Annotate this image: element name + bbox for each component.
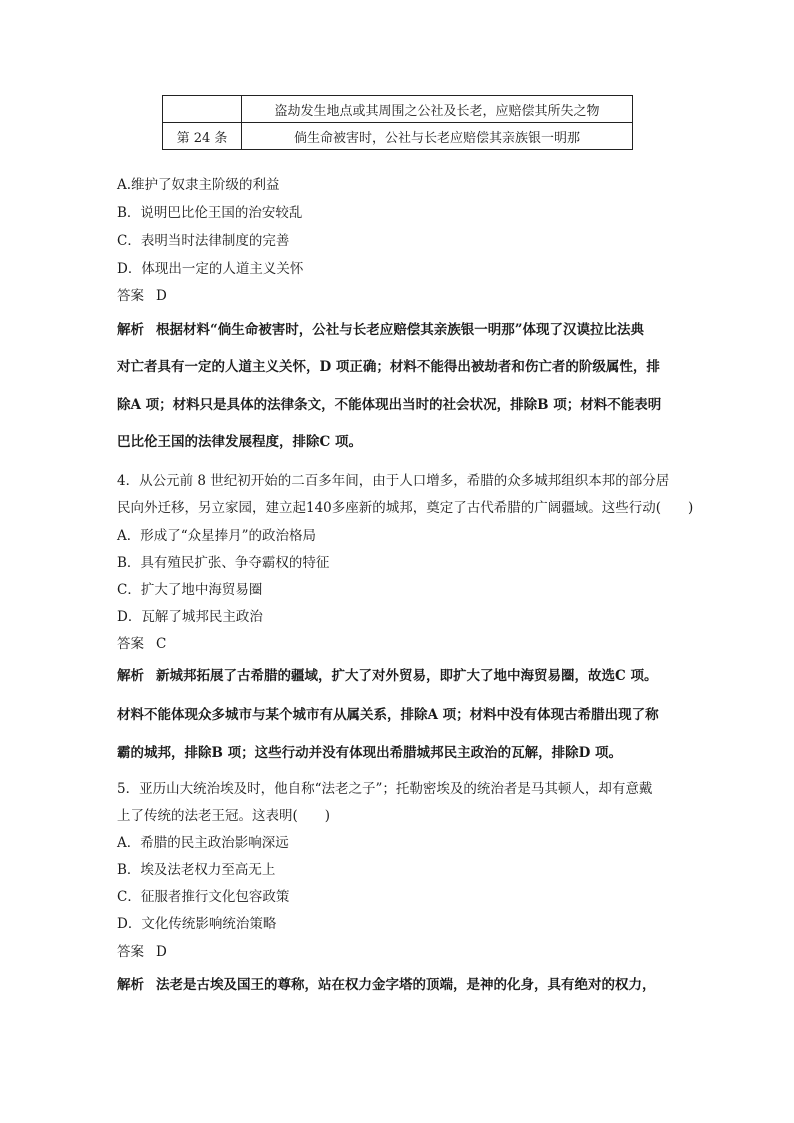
q5-stem-line: 5．亚历山大统治埃及时，他自称“法老之子”；托勒密埃及的统治者是马其顿人，却有意戴 [117,781,653,797]
q3-option-d: D．体现出一定的人道主义关怀 [117,261,304,277]
answer-label: 答案 [117,288,144,304]
table-cell-text: 盗劫发生地点或其周围之公社及长老，应赔偿其所失之物 [242,96,633,123]
q3-option-a: A.维护了奴隶主阶级的利益 [117,177,280,193]
q4-stem-line: 4．从公元前 8 世纪初开始的二百多年间，由于人口增多，希腊的众多城邦组织本邦的部分居 [117,473,670,489]
q4-option-d: D．瓦解了城邦民主政治 [117,609,263,625]
q5-option-c: C．征服者推行文化包容政策 [117,889,290,905]
q5-answer [117,943,167,961]
analysis-text: 新城邦拓展了古希腊的疆域，扩大了对外贸易，即扩大了地中海贸易圈，故选C 项。 [156,668,658,684]
table-cell-label [163,96,242,123]
answer-label: 答案 [117,636,144,652]
q4-option-a: A．形成了“众星捧月”的政治格局 [117,528,317,544]
table-row [163,96,633,123]
q3-analysis-line: 对亡者具有一定的人道主义关怀，D 项正确；材料不能得出被劫者和伤亡者的阶级属性，排 [117,359,660,375]
q3-answer [117,287,167,305]
q5-option-a: A．希腊的民主政治影响深远 [117,835,289,851]
analysis-label: 解析 [117,668,144,684]
table-row [163,123,633,150]
analysis-label: 解析 [117,977,144,993]
q5-option-d: D．文化传统影响统治策略 [117,916,277,932]
analysis-text: 法老是古埃及国王的尊称，站在权力金字塔的顶端，是神的化身，具有绝对的权力， [156,977,656,993]
q3-option-b: B．说明巴比伦王国的治安较乱 [117,205,303,221]
q4-analysis-line: 材料不能体现众多城市与某个城市有从属关系，排除A 项；材料中没有体现古希腊出现了称 [117,707,659,723]
q3-option-c: C．表明当时法律制度的完善 [117,233,290,249]
answer-label: 答案 [117,944,144,960]
q4-analysis-line: 霸的城邦，排除B 项；这些行动并没有体现出希腊城邦民主政治的瓦解，排除D 项。 [117,745,623,761]
table-cell-text: 倘生命被害时，公社与长老应赔偿其亲族银一明那 [242,123,633,150]
q5-option-b: B．埃及法老权力至高无上 [117,862,276,878]
q3-analysis-line [117,321,644,339]
q5-analysis-line [117,976,656,994]
answer-value: D [156,288,167,304]
answer-value: D [156,944,167,960]
q4-answer [117,635,166,653]
q4-analysis-line [117,667,657,685]
analysis-text: 根据材料“倘生命被害时，公社与长老应赔偿其亲族银一明那”体现了汉谟拉比法典 [156,322,645,338]
q4-stem-line: 民向外迁移，另立家园，建立起140多座新的城邦，奠定了古代希腊的广阔疆域。这些行动( ) [117,500,694,516]
q3-analysis-line: 除A 项；材料只是具体的法律条文，不能体现出当时的社会状况，排除B 项；材料不能表明 [117,397,662,413]
answer-value: C [156,636,167,652]
table-cell-label: 第 24 条 [163,123,242,150]
analysis-label: 解析 [117,322,144,338]
q3-analysis-line: 巴比伦王国的法律发展程度，排除C 项。 [117,434,362,450]
q5-stem-line: 上了传统的法老王冠。这表明( ) [117,808,331,824]
q4-option-c: C．扩大了地中海贸易圈 [117,582,263,598]
law-table [162,95,633,150]
q4-option-b: B．具有殖民扩张、争夺霸权的特征 [117,555,330,571]
